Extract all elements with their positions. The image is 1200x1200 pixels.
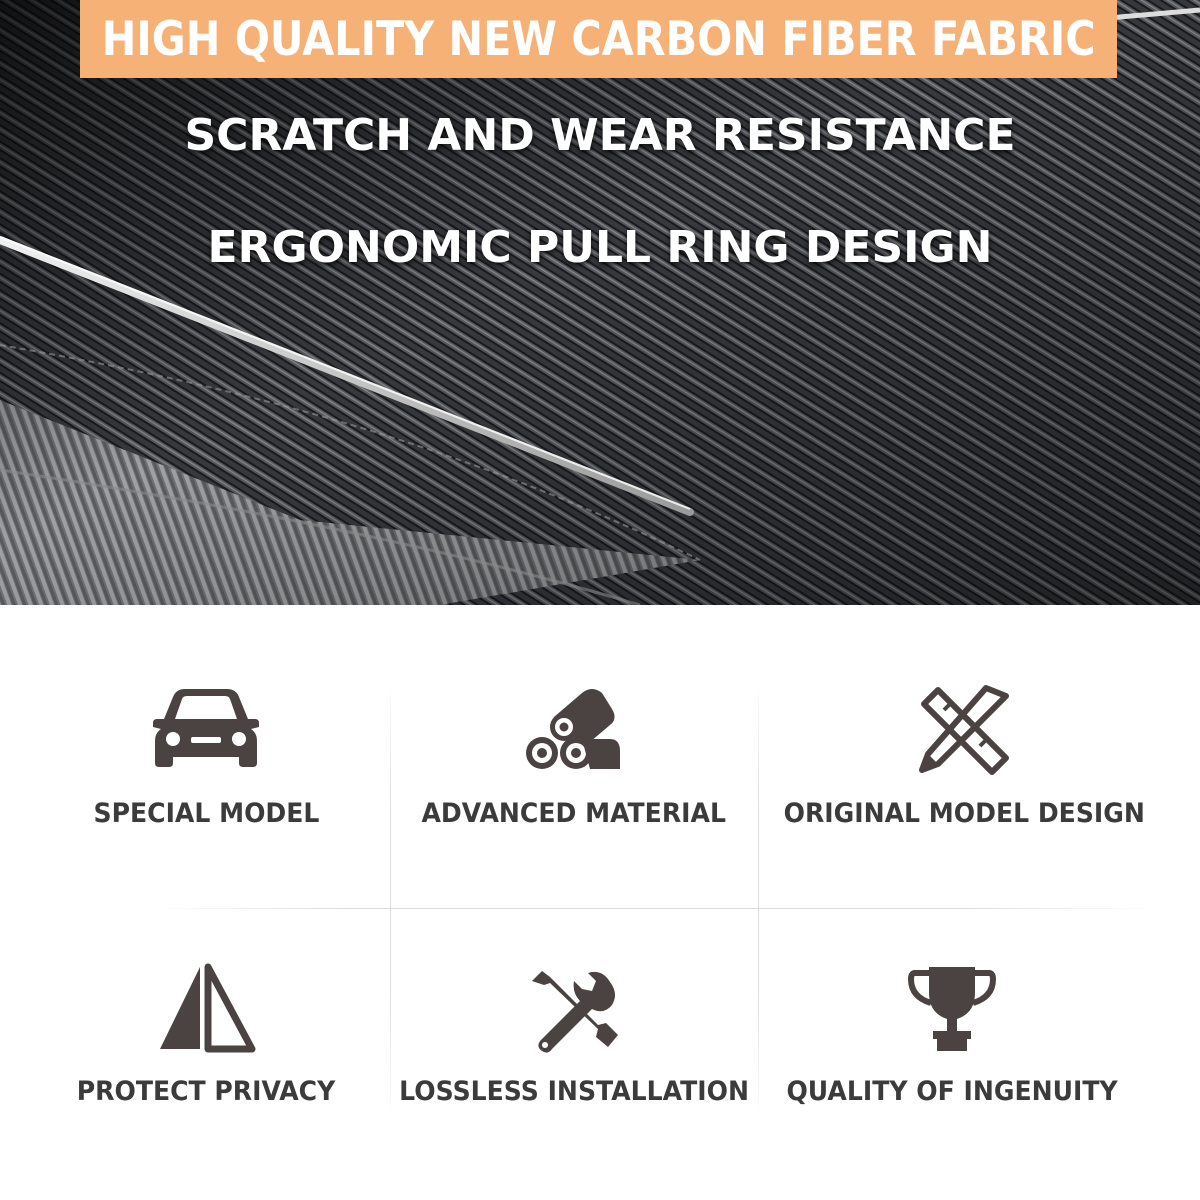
feature-line-pull-ring: ERGONOMIC PULL RING DESIGN — [207, 222, 993, 273]
feature-label: ORIGINAL MODEL DESIGN — [783, 798, 1145, 829]
headline-text: HIGH QUALITY NEW CARBON FIBER FABRIC — [101, 11, 1096, 67]
feature-label: PROTECT PRIVACY — [76, 1076, 336, 1107]
feature-lossless-installation — [399, 958, 749, 1107]
feature-advanced-material — [406, 680, 742, 829]
grid-divider — [758, 680, 759, 1120]
feature-label: SPECIAL MODEL — [93, 798, 319, 829]
feature-quality-of-ingenuity — [774, 958, 1130, 1107]
car-icon — [146, 680, 266, 780]
grid-divider — [390, 680, 391, 1120]
feature-label: QUALITY OF INGENUITY — [786, 1076, 1118, 1107]
features-grid — [38, 680, 1162, 1130]
feature-line-scratch: SCRATCH AND WEAR RESISTANCE — [184, 110, 1016, 161]
feature-label: ADVANCED MATERIAL — [421, 798, 727, 829]
wrench-screwdriver-icon — [514, 958, 634, 1058]
pencil-ruler-icon — [904, 680, 1024, 780]
grid-divider — [148, 908, 1162, 909]
fabric-rolls-icon — [514, 680, 634, 780]
feature-original-model-design — [774, 680, 1154, 829]
trophy-icon — [892, 958, 1012, 1058]
feature-label: LOSSLESS INSTALLATION — [399, 1076, 749, 1107]
headline-banner — [80, 0, 1117, 78]
shade-icon — [146, 958, 266, 1058]
feature-protect-privacy — [38, 958, 374, 1107]
feature-special-model — [38, 680, 374, 829]
